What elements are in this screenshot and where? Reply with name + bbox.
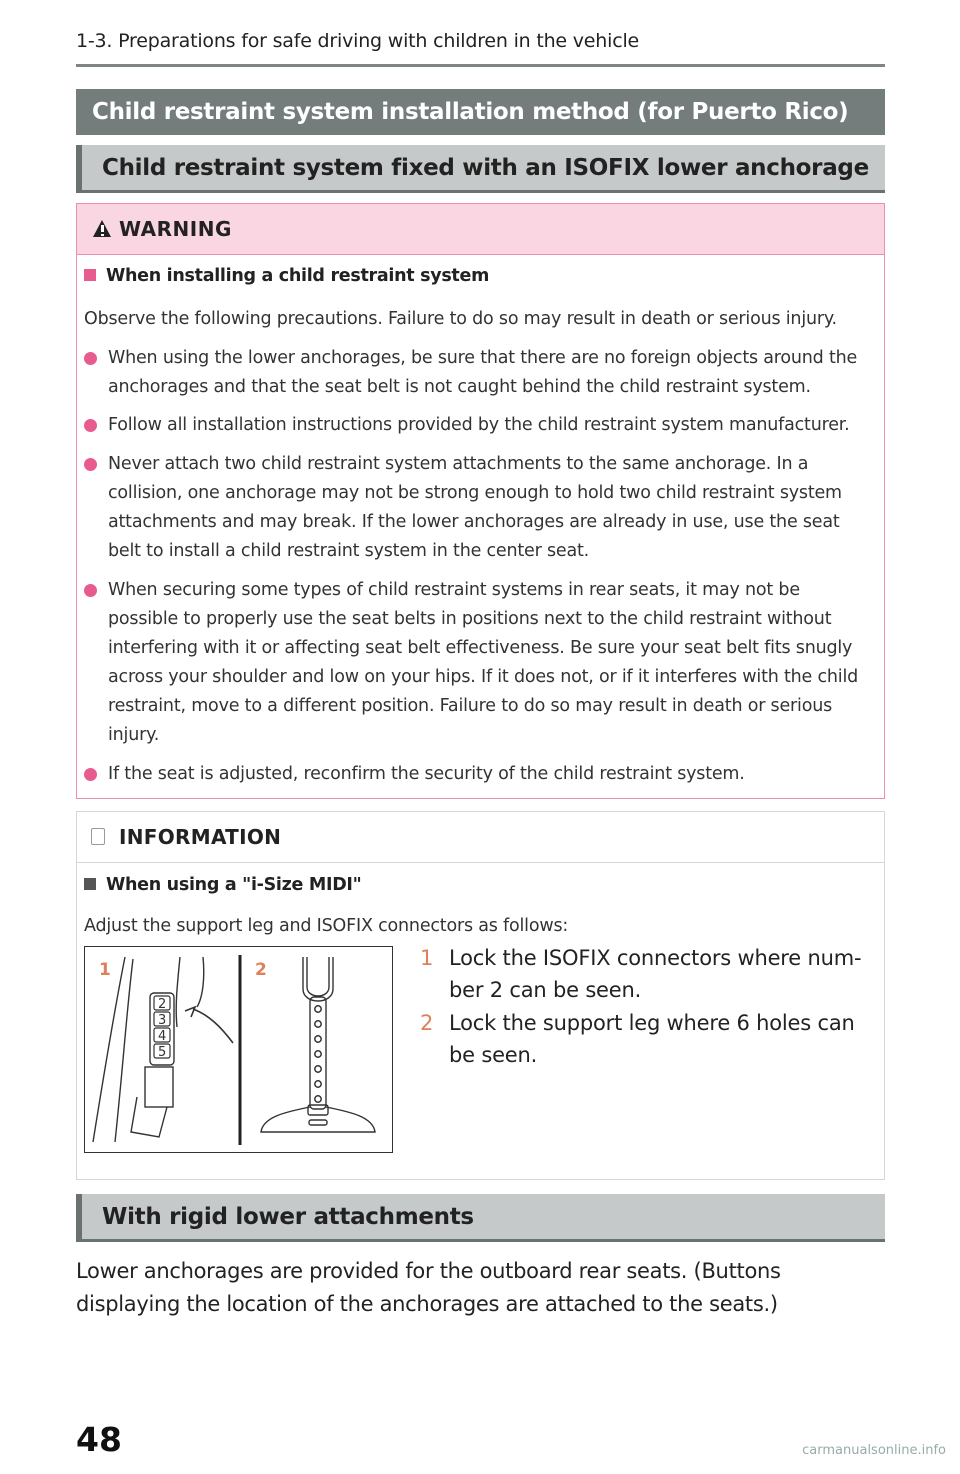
instruction-step <box>420 1007 870 1071</box>
instruction-step <box>420 942 870 1006</box>
warning-bullet <box>84 760 870 789</box>
warning-bullet-text: Follow all installation instructions provided by the child restraint system manufacturer. <box>108 415 850 435</box>
warning-bullet-text: When securing some types of child restraint systems in rear seats, it may not be possible to properly use the seat belts in positions next to the child restraint without interfering with it or affecting seat belt effectiveness. Be sure your seat belt fits snugly across your shoulder and low on your hips. If it does not, or if it interferes with the child restraint, move to a different position. Failure to do so may result in death or serious injury. <box>108 580 859 745</box>
warning-heading-text: When installing a child restraint system <box>106 266 489 286</box>
running-title: 1-3. Preparations for safe driving with children in the vehicle <box>76 30 640 52</box>
warning-bullet <box>84 450 870 566</box>
warning-label: WARNING <box>119 217 232 241</box>
information-intro: Adjust the support leg and ISOFIX connectors as follows: <box>84 916 569 936</box>
connector-numbers <box>154 996 170 1060</box>
information-heading <box>84 875 361 895</box>
bullet-dot-icon <box>84 584 97 597</box>
connector-number: 5 <box>158 1045 167 1060</box>
warning-bullet <box>84 411 870 440</box>
warning-dot <box>101 234 104 237</box>
bullet-dot-icon <box>84 419 97 432</box>
support-leg-holes <box>315 1006 321 1102</box>
warning-bullet-text: When using the lower anchorages, be sure that there are no foreign objects around the anchorages and that the seat belt is not caught behind the child restraint system. <box>108 348 858 397</box>
square-bullet-icon <box>84 878 96 890</box>
bullet-dot-icon <box>84 352 97 365</box>
connector-number: 3 <box>158 1013 167 1028</box>
information-label: INFORMATION <box>119 825 282 849</box>
page-number: 48 <box>76 1420 122 1459</box>
connector-number: 2 <box>158 997 167 1012</box>
subsection-title-rigid: With rigid lower attachments <box>76 1194 885 1242</box>
information-header <box>77 812 884 863</box>
warning-bullet <box>84 576 870 750</box>
information-heading-text: When using a "i-Size MIDI" <box>106 875 362 895</box>
warning-intro: Observe the following precautions. Failure to do so may result in death or serious injury. <box>84 309 837 329</box>
isize-midi-illustration <box>84 946 393 1153</box>
step-number: 1 <box>420 946 434 970</box>
bullet-dot-icon <box>84 458 97 471</box>
warning-heading <box>84 266 489 286</box>
step-number: 2 <box>420 1011 434 1035</box>
section-title: Child restraint system installation method (for Puerto Rico) <box>76 89 885 135</box>
rigid-attachments-text: Lower anchorages are provided for the outboard rear seats. (Buttons displaying the location of the anchorages are attached to the seats.) <box>76 1259 781 1316</box>
warning-bullet-text: If the seat is adjusted, reconfirm the security of the child restraint system. <box>108 764 745 784</box>
warning-bullet-text: Never attach two child restraint system attachments to the same anchorage. In a collision, one anchorage may not be strong enough to hold two child restraint system attachments and may break. If the lower anchorages are already in use, use the seat belt to install a child restraint system in the center seat. <box>108 454 842 561</box>
warning-mark <box>101 225 104 232</box>
connector-number: 4 <box>158 1029 167 1044</box>
step-text: Lock the support leg where 6 holes can be seen. <box>449 1011 855 1067</box>
subsection-title-isofix: Child restraint system fixed with an ISOFIX lower anchorage <box>76 145 885 193</box>
illustration-svg <box>85 947 391 1151</box>
warning-bullet <box>84 344 870 402</box>
bullet-dot-icon <box>84 768 97 781</box>
figure-label-1: 1 <box>99 960 111 980</box>
step-text: Lock the ISOFIX connectors where num-ber 2 can be seen. <box>449 946 862 1002</box>
figure-label-2: 2 <box>255 960 267 980</box>
book-icon <box>91 828 105 845</box>
square-bullet-icon <box>84 269 96 281</box>
warning-header <box>77 204 884 255</box>
watermark: carmanualsonline.info <box>802 1443 946 1458</box>
support-leg-drawing <box>261 957 375 1132</box>
header-rule <box>76 64 885 67</box>
